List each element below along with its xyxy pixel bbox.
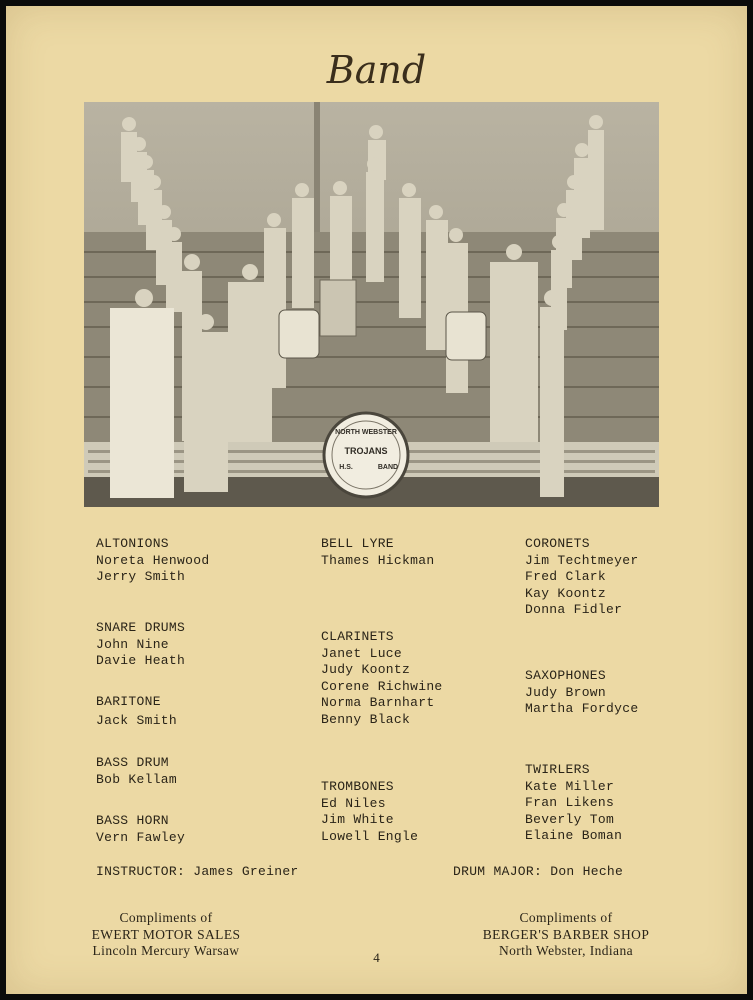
member-name: Jim White [321,812,394,827]
ad-line: Lincoln Mercury Warsaw [92,943,240,958]
group-heading: TROMBONES [321,779,394,794]
drum-head-line-1: NORTH WEBSTER [335,429,397,436]
member-name: Davie Heath [96,653,186,668]
roster-group-altonions [96,536,296,586]
roster-group-bass-drum [96,755,296,788]
roster-group-coronets [525,536,735,619]
ad-bergers-barber-shop [461,910,671,960]
group-heading: BARITONE [96,694,161,709]
group-heading: BELL LYRE [321,536,394,551]
roster-group-saxophones [525,668,735,718]
member-name: Jack Smith [96,712,178,728]
member-name: Corene Richwine [321,678,443,694]
member-name: Kate Miller [525,778,615,794]
group-heading: CORONETS [525,536,590,551]
member-name: John Nine [96,636,169,652]
page-number: 4 [373,950,380,965]
member-name: Jerry Smith [96,569,186,584]
group-heading: CLARINETS [321,629,394,644]
drum-head-line-4: BAND [377,464,399,471]
member-name: Noreta Henwood [96,552,210,568]
member-name: Donna Fidler [525,602,623,617]
page-title: Band [326,48,427,92]
group-heading: SAXOPHONES [525,668,607,683]
roster-group-bell-lyre [321,536,521,569]
instructor-line: INSTRUCTOR: James Greiner [96,864,299,879]
member-name: Norma Barnhart [321,695,435,710]
member-name: Fred Clark [525,569,607,584]
group-heading: BASS HORN [96,813,169,828]
roster-group-twirlers [525,762,735,845]
member-name: Vern Fawley [96,829,186,845]
member-name: Judy Brown [525,684,607,700]
member-name: Ed Niles [321,795,386,811]
group-heading: BASS DRUM [96,755,169,770]
ad-line: BERGER'S BARBER SHOP [482,926,650,942]
member-name: Benny Black [321,711,411,727]
group-heading: ALTONIONS [96,536,169,551]
member-name: Martha Fordyce [525,701,639,716]
member-name: Beverly Tom [525,811,615,827]
member-name: Bob Kellam [96,771,178,787]
member-name: Thames Hickman [321,552,435,568]
ad-line: North Webster, Indiana [498,943,633,958]
roster-group-bass-horn [96,813,296,846]
roster-group-baritone [96,694,296,729]
member-name: Jim Techtmeyer [525,552,639,568]
ad-line: Compliments of [519,910,613,925]
ad-line: Compliments of [119,910,213,925]
member-name: Lowell Engle [321,828,419,844]
member-name: Kay Koontz [525,585,607,601]
member-name: Judy Koontz [321,662,411,677]
drum-head-line-3: H.S. [339,464,353,471]
drum-head-line-2: TROJANS [344,446,388,456]
ad-line: EWERT MOTOR SALES [91,926,241,942]
band-photo [84,102,659,507]
band-photo-illustration [84,102,659,507]
member-name: Janet Luce [321,645,403,661]
group-heading: TWIRLERS [525,762,590,777]
member-name: Fran Likens [525,795,615,810]
roster-group-snare-drums [96,620,296,670]
yearbook-page [6,6,747,994]
roster-group-clarinets [321,629,521,728]
member-name: Elaine Boman [525,828,623,843]
group-heading: SNARE DRUMS [96,620,186,635]
drum-major-line: DRUM MAJOR: Don Heche [453,864,624,879]
roster-group-trombones [321,779,521,845]
